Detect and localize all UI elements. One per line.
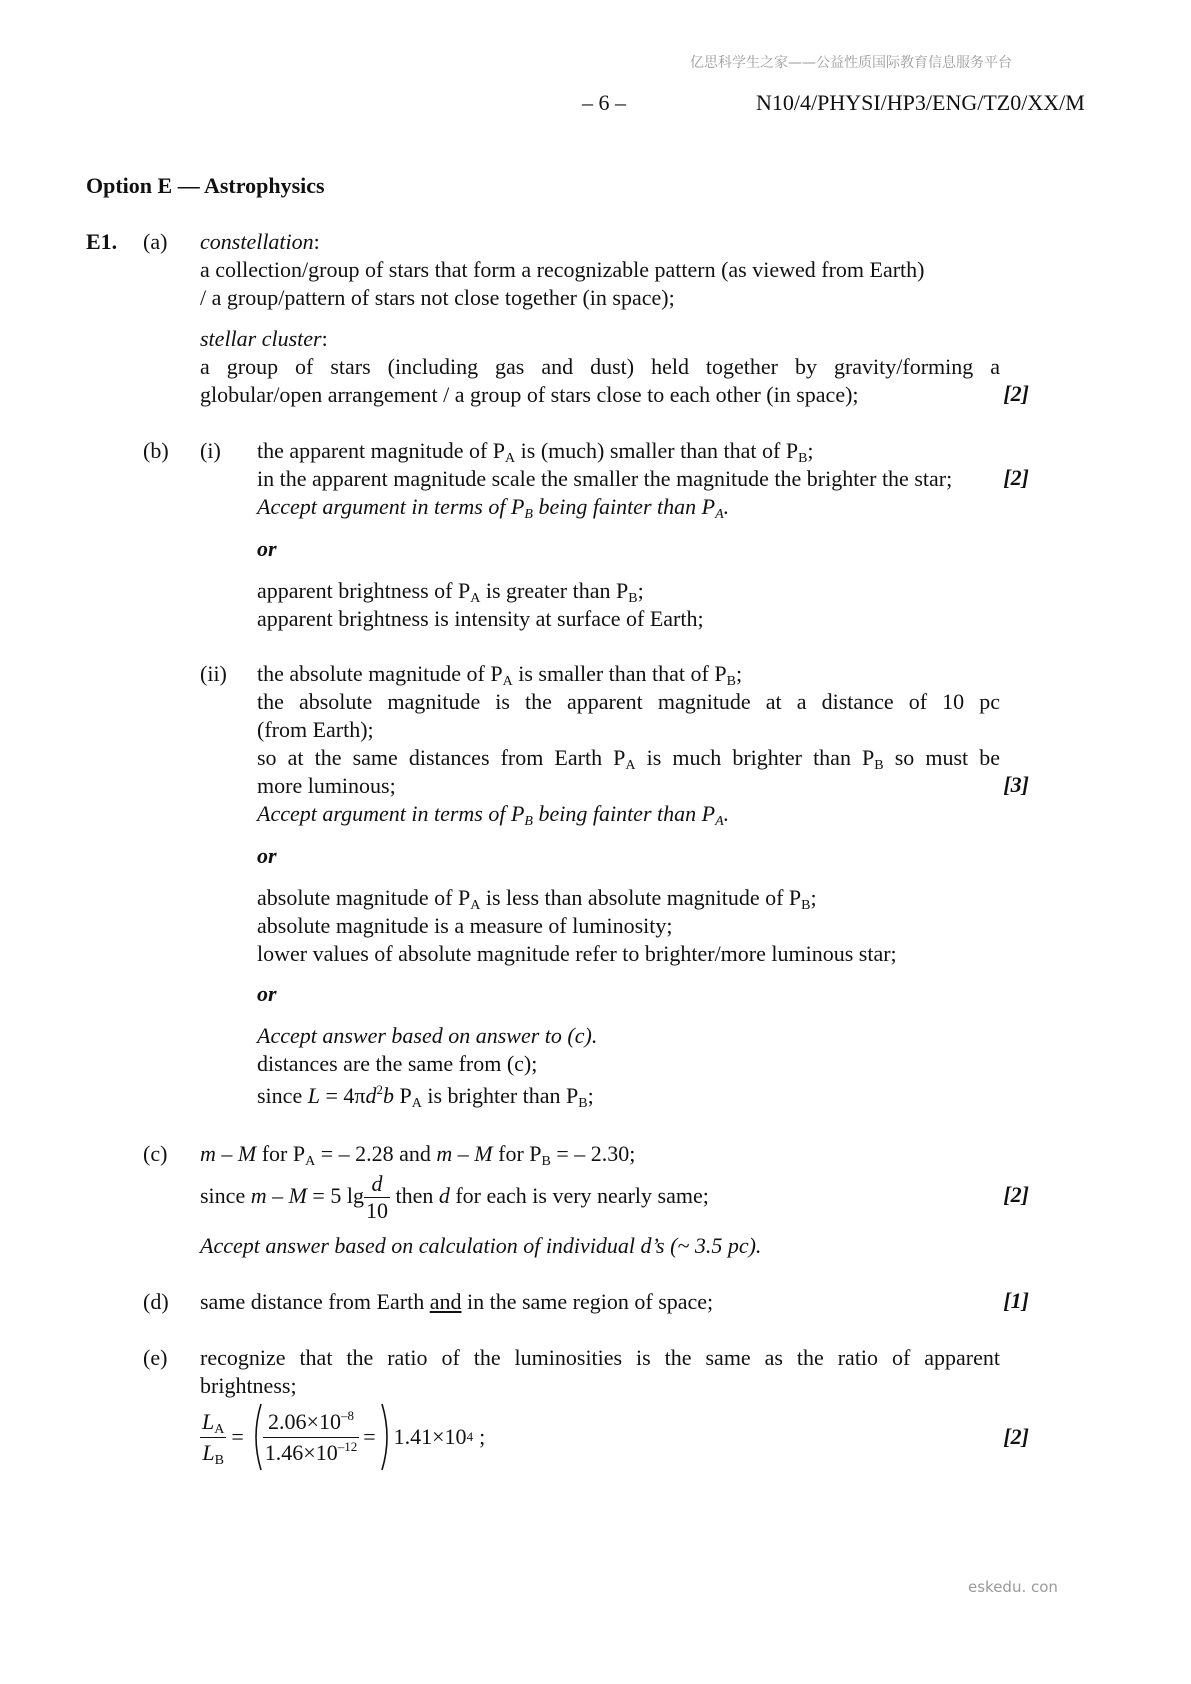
b-i-accept-note: Accept argument in terms of $P_B$ being fainter than $P_A$. <box>257 494 730 522</box>
b-ii-alt-accept-c: Accept answer based on answer to (c). <box>257 1023 598 1048</box>
sub-ii-label: (ii) <box>200 661 227 686</box>
or-1: or <box>257 536 277 561</box>
left-paren <box>249 1402 263 1472</box>
fraction-LA-over-LB: $\frac{L_A}{L_B}$ <box>202 1408 225 1468</box>
part-e-label: (e) <box>143 1345 168 1370</box>
part-b-label: (b) <box>143 438 169 463</box>
part-a-label: (a) <box>143 229 168 254</box>
b-ii-line1: the absolute magnitude of $P_A$ is smaller than that of $P_B$; <box>257 661 743 689</box>
term-stellar-cluster: stellar cluster: <box>200 326 328 351</box>
watermark-bottom: eskedu. con <box>968 1578 1058 1596</box>
b-ii-alt-luminosity-eq: since $L = 4\pi d^2b$ $P_A$ is brighter than $P_B$; <box>257 1082 594 1111</box>
b-ii-accept-note: Accept argument in terms of $P_B$ being fainter than $P_A$. <box>257 801 730 829</box>
c-distance-modulus: since m – M = 5 lg $\frac{d}{10}$ then d for each is very nearly same; <box>200 1171 709 1224</box>
part-d-label: (d) <box>143 1289 169 1314</box>
term-constellation: constellation: <box>200 229 320 254</box>
stellar-cluster-def-line1: a group of stars (including gas and dust) held together by gravity/forming a <box>200 354 1000 379</box>
paper-code: N10/4/PHYSI/HP3/ENG/TZ0/XX/M <box>756 90 1085 115</box>
b-ii-line4: so at the same distances from Earth $P_A$ is much brighter than $P_B$ so must be <box>257 745 1000 773</box>
right-paren <box>380 1402 394 1472</box>
constellation-def-line2: / a group/pattern of stars not close together (in space); <box>200 285 675 310</box>
section-title: Option E — Astrophysics <box>86 173 325 198</box>
e-luminosity-ratio-equation: $\frac{L_A}{L_B}$ = $\frac{2.06\times 10^{-8}}{1.46\times 10^{-12}}$ = 1.41×10 4 ; <box>200 1402 485 1472</box>
sub-i-label: (i) <box>200 438 221 463</box>
marks-e: [2] <box>1003 1424 1029 1449</box>
c-line1: m – M for $P_A$ = – 2.28 and m – M for $P_B$ = – 2.30; <box>200 1141 636 1169</box>
marks-d: [1] <box>1003 1288 1029 1313</box>
b-i-line2: in the apparent magnitude scale the smaller the magnitude the brighter the star; <box>257 466 953 491</box>
watermark-top: 亿思科学生之家——公益性质国际教育信息服务平台 <box>690 55 1012 71</box>
b-ii-alt-line2: absolute magnitude is a measure of luminosity; <box>257 913 673 938</box>
page-number: – 6 – <box>582 90 626 115</box>
fraction-d-over-10: $\frac{d}{10}$ <box>365 1171 388 1224</box>
or-2: or <box>257 843 277 868</box>
b-i-alt-line2: apparent brightness is intensity at surface of Earth; <box>257 606 704 631</box>
b-ii-alt-line1: absolute magnitude of $P_A$ is less than absolute magnitude of $P_B$; <box>257 885 817 913</box>
e-line2: brightness; <box>200 1373 297 1398</box>
b-ii-alt-line3: lower values of absolute magnitude refer to brighter/more luminous star; <box>257 941 897 966</box>
e-line1: recognize that the ratio of the luminosities is the same as the ratio of apparent <box>200 1345 1000 1370</box>
d-answer: same distance from Earth and in the same region of space; <box>200 1289 714 1314</box>
c-accept-note: Accept answer based on calculation of individual d’s (~ 3.5 pc). <box>200 1233 762 1258</box>
b-ii-alt-distances: distances are the same from (c); <box>257 1051 538 1076</box>
constellation-def-line1: a collection/group of stars that form a recognizable pattern (as viewed from Earth) <box>200 257 925 282</box>
b-ii-line3: (from Earth); <box>257 717 374 742</box>
fraction-brightness-ratio: $\frac{2.06\times 10^{-8}}{1.46\times 10^{-12}}$ <box>264 1407 358 1465</box>
b-i-line1: the apparent magnitude of $P_A$ is (much) smaller than that of $P_B$; <box>257 438 814 466</box>
part-c-label: (c) <box>143 1141 168 1166</box>
b-ii-line2: the absolute magnitude is the apparent magnitude at a distance of 10 pc <box>257 689 1000 714</box>
marks-b-ii: [3] <box>1003 772 1029 797</box>
marks-c: [2] <box>1003 1182 1029 1207</box>
b-i-alt-line1: apparent brightness of $P_A$ is greater than $P_B$; <box>257 578 644 606</box>
question-number: E1. <box>86 229 118 254</box>
or-3: or <box>257 981 277 1006</box>
stellar-cluster-def-line2: globular/open arrangement / a group of stars close to each other (in space); <box>200 382 859 407</box>
marks-a: [2] <box>1003 381 1029 406</box>
marks-b-i: [2] <box>1003 465 1029 490</box>
b-ii-line5: more luminous; <box>257 773 396 798</box>
